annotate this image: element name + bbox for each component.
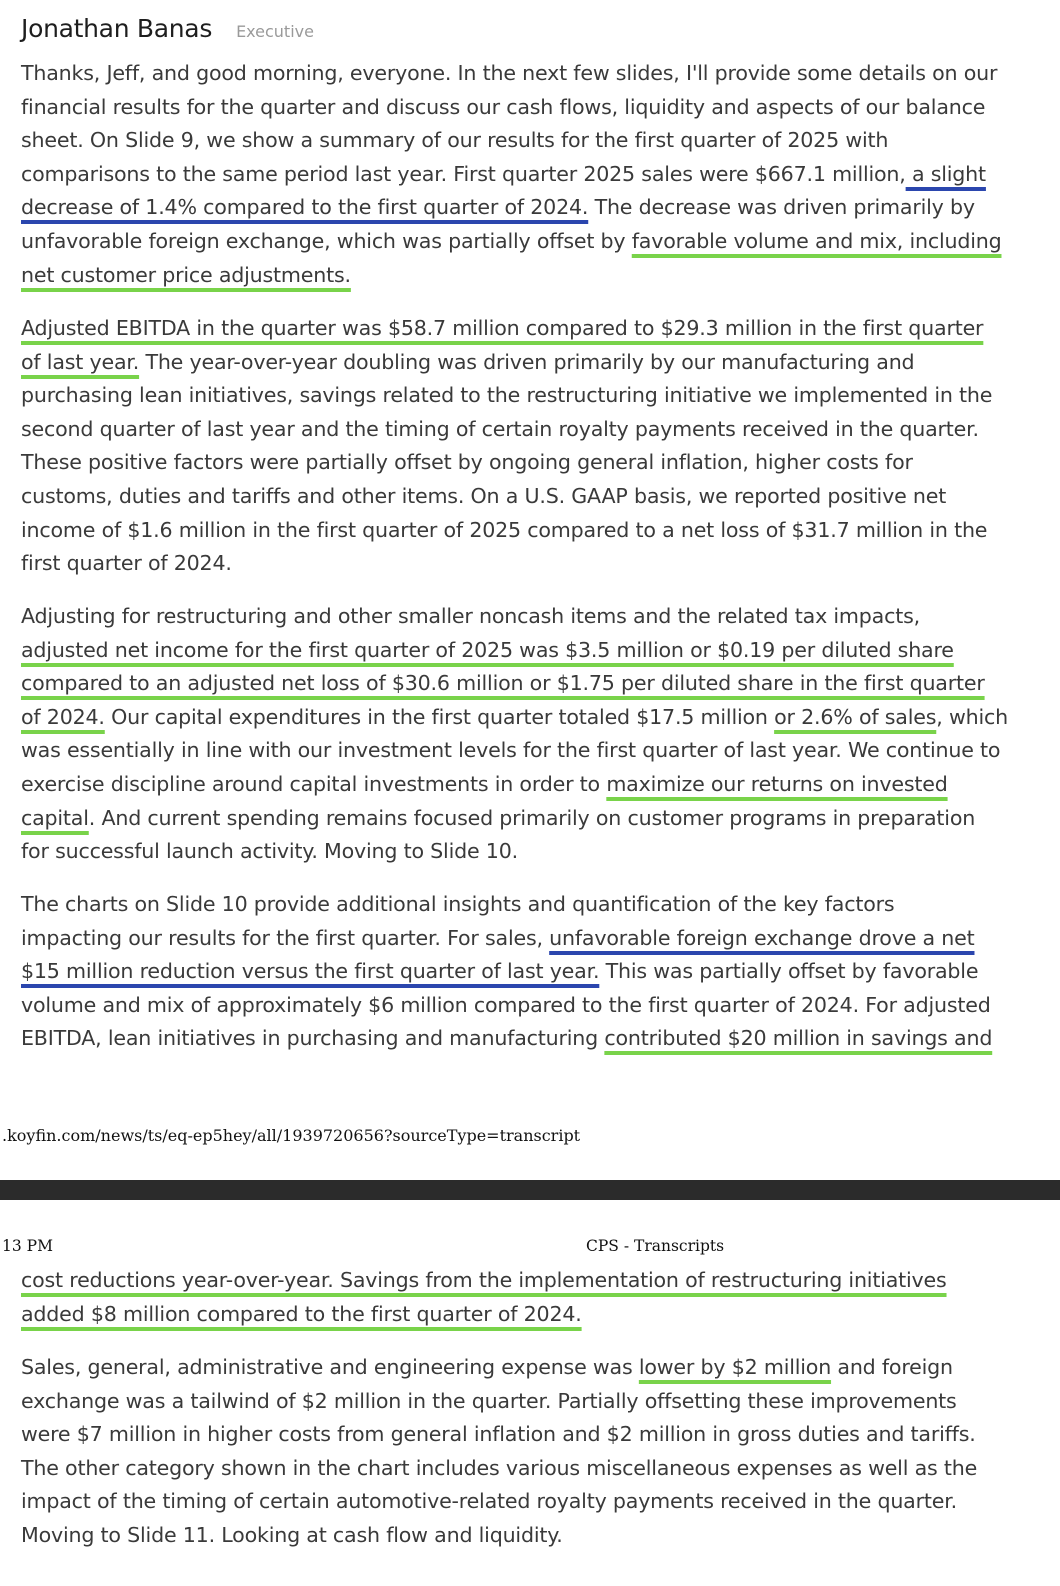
transcript-line xyxy=(21,955,1039,989)
green-highlight: or 2.6% of sales xyxy=(774,704,937,729)
transcript-line xyxy=(21,989,1039,1023)
transcript-line xyxy=(21,734,1039,768)
text-segment: income of $1.6 million in the first quarter of 2025 compared to a net loss of $31.7 million in the xyxy=(21,517,988,542)
text-segment: EBITDA, lean initiatives in purchasing and manufacturing xyxy=(21,1026,605,1051)
green-highlight: capital xyxy=(21,805,89,830)
text-segment: exchange was a tailwind of $2 million in the quarter. Partially offsetting these improvements xyxy=(21,1388,957,1413)
transcript-line xyxy=(21,768,1039,802)
text-segment: unfavorable foreign exchange, which was partially offset by xyxy=(21,228,632,253)
text-segment: impacting our results for the first quarter. For sales, xyxy=(21,925,550,950)
transcript-line xyxy=(21,600,1039,634)
green-highlight: favorable volume and mix, including xyxy=(631,228,1002,253)
transcript-line xyxy=(21,1485,1039,1519)
green-highlight: of last year. xyxy=(21,349,140,374)
text-segment: first quarter of 2024. xyxy=(21,551,232,576)
green-highlight: added $8 million compared to the first quarter of 2024. xyxy=(21,1301,582,1326)
transcript-paragraph xyxy=(21,57,1039,292)
transcript-paragraph xyxy=(21,312,1039,581)
transcript-line xyxy=(21,1264,1039,1298)
text-segment: The other category shown in the chart includes various miscellaneous expenses as well as the xyxy=(21,1455,978,1480)
text-segment: Our capital expenditures in the first quarter totaled $17.5 million xyxy=(104,704,775,729)
transcript-line xyxy=(21,158,1039,192)
text-segment: Adjusting for restructuring and other smaller noncash items and the related tax impacts, xyxy=(21,604,920,628)
transcript-line xyxy=(21,91,1039,125)
transcript-line xyxy=(21,1452,1039,1486)
text-segment: exercise discipline around capital investments in order to xyxy=(21,771,607,796)
transcript-line xyxy=(21,259,1039,293)
green-highlight: Adjusted EBITDA in the quarter was $58.7 million compared to $29.3 million in the first quarter xyxy=(21,316,984,340)
text-segment: customs, duties and tariffs and other items. On a U.S. GAAP basis, we reported positive net xyxy=(21,483,947,508)
transcript-line xyxy=(21,667,1039,701)
text-segment: was essentially in line with our investment levels for the first quarter of last year. We continue to xyxy=(21,738,1001,763)
text-segment: volume and mix of approximately $6 million compared to the first quarter of 2024. For adjusted xyxy=(21,992,991,1017)
text-segment: The charts on Slide 10 provide additional insights and quantification of the key factors xyxy=(21,892,895,916)
transcript-line xyxy=(21,57,1039,91)
print-header-time: 13 PM xyxy=(2,1237,53,1255)
text-segment: comparisons to the same period last year. First quarter 2025 sales were $667.1 million, xyxy=(21,161,906,186)
transcript-line xyxy=(21,835,1039,869)
green-highlight: adjusted net income for the first quarter of 2025 was $3.5 million or $0.19 per diluted share xyxy=(21,637,954,662)
text-segment: Sales, general, administrative and engineering expense was xyxy=(21,1355,639,1379)
text-segment: . And current spending remains focused primarily on customer programs in preparation xyxy=(88,805,976,830)
blue-highlight: $15 million reduction versus the first quarter of last year. xyxy=(21,959,600,984)
speaker-header xyxy=(21,14,314,43)
transcript-line xyxy=(21,922,1039,956)
green-highlight: maximize our returns on invested xyxy=(606,771,948,796)
transcript-line xyxy=(21,225,1039,259)
transcript-line xyxy=(21,701,1039,735)
transcript-paragraph xyxy=(21,600,1039,869)
transcript-line xyxy=(21,446,1039,480)
text-segment: sheet. On Slide 9, we show a summary of our results for the first quarter of 2025 with xyxy=(21,128,889,153)
text-segment: Thanks, Jeff, and good morning, everyone. In the next few slides, I'll provide some details on our xyxy=(21,61,998,85)
page-divider xyxy=(0,1180,1060,1200)
green-highlight: compared to an adjusted net loss of $30.6 million or $1.75 per diluted share in the first quarter xyxy=(21,671,985,696)
transcript-line xyxy=(21,1022,1039,1056)
transcript-line xyxy=(21,191,1039,225)
green-highlight: of 2024. xyxy=(21,704,105,729)
text-segment: These positive factors were partially offset by ongoing general inflation, higher costs for xyxy=(21,450,913,475)
transcript-line xyxy=(21,1298,1039,1332)
text-segment: , which xyxy=(936,704,1008,729)
transcript-line xyxy=(21,802,1039,836)
transcript-line xyxy=(21,514,1039,548)
text-segment: financial results for the quarter and discuss our cash flows, liquidity and aspects of our balance xyxy=(21,94,986,119)
transcript-line xyxy=(21,547,1039,581)
transcript-line xyxy=(21,346,1039,380)
text-segment: for successful launch activity. Moving to Slide 10. xyxy=(21,839,518,864)
transcript-paragraph xyxy=(21,888,1039,1056)
transcript-line xyxy=(21,124,1039,158)
print-footer-url: .koyfin.com/news/ts/eq-ep5hey/all/1939720656?sourceType=transcript xyxy=(2,1126,581,1145)
transcript-line xyxy=(21,1351,1039,1385)
text-segment: and foreign xyxy=(831,1355,953,1379)
green-highlight: cost reductions year-over-year. Savings from the implementation of restructuring initiatives xyxy=(21,1268,947,1292)
text-segment: purchasing lean initiatives, savings related to the restructuring initiative we implemented in the xyxy=(21,383,993,408)
text-segment: The year-over-year doubling was driven primarily by our manufacturing and xyxy=(139,349,915,374)
transcript-line xyxy=(21,1519,1039,1553)
blue-highlight: decrease of 1.4% compared to the first quarter of 2024. xyxy=(21,195,589,220)
transcript-paragraph xyxy=(21,1264,1039,1331)
transcript-line xyxy=(21,634,1039,668)
transcript-line xyxy=(21,413,1039,447)
speaker-name[interactable]: Jonathan Banas xyxy=(21,14,213,43)
transcript-line xyxy=(21,888,1039,922)
transcript-line xyxy=(21,379,1039,413)
transcript-line xyxy=(21,480,1039,514)
blue-highlight: a slight xyxy=(905,161,986,186)
transcript-line xyxy=(21,1418,1039,1452)
speaker-role: Executive xyxy=(236,22,314,41)
green-highlight: contributed $20 million in savings and xyxy=(604,1026,993,1051)
print-header-title: CPS - Transcripts xyxy=(586,1237,725,1255)
text-segment: The decrease was driven primarily by xyxy=(588,195,975,220)
text-segment: second quarter of last year and the timing of certain royalty payments received in the quarter. xyxy=(21,416,979,441)
transcript-line xyxy=(21,1385,1039,1419)
green-highlight: net customer price adjustments. xyxy=(21,262,351,287)
text-segment: This was partially offset by favorable xyxy=(599,959,979,984)
text-segment: Moving to Slide 11. Looking at cash flow and liquidity. xyxy=(21,1522,563,1547)
text-segment: impact of the timing of certain automotive-related royalty payments received in the quarter. xyxy=(21,1489,957,1514)
text-segment: were $7 million in higher costs from general inflation and $2 million in gross duties and tariffs. xyxy=(21,1422,976,1447)
blue-highlight: unfavorable foreign exchange drove a net xyxy=(549,925,975,950)
transcript-paragraph xyxy=(21,1351,1039,1553)
green-highlight: lower by $2 million xyxy=(638,1355,832,1379)
transcript-line xyxy=(21,312,1039,346)
